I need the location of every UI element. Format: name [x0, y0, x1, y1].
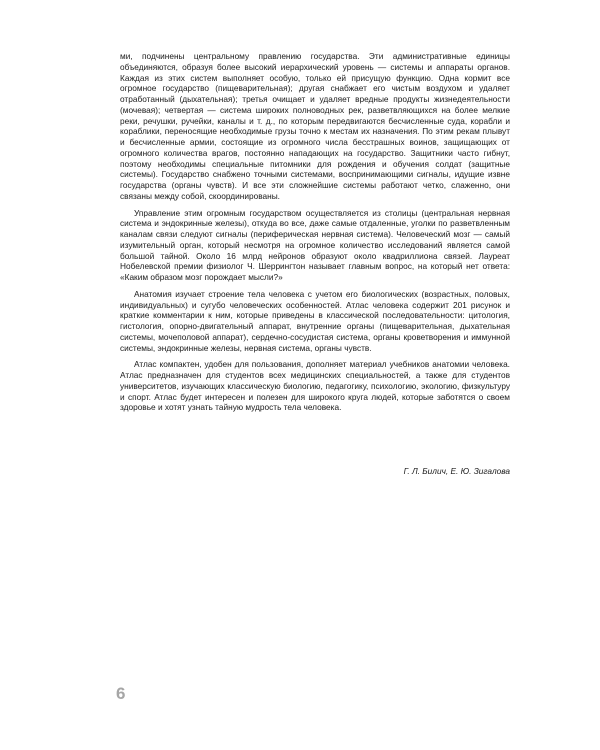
paragraph-brain: Управление этим огромным государством осуществляется из столицы (центральная нервная система и эндокринные железы), откуда во все, даже самые отдаленные, уголки по разветвленным каналам связи следуют сигналы (периферическая нервная система). Человеческий мозг — самый изумительный орган, который несмотря на огромное количество исследований является самой большой тайной. Около 16 млрд нейронов образуют около квадриллиона связей. Лауреат Нобелевской премии физиолог Ч. Шеррингтон называет главным вопрос, на который нет ответа: «Каким образом мозг порождает мысли?»	[120, 207, 510, 282]
paragraph-atlas: Атлас компактен, удобен для пользования, дополняет материал учебников анатомии человека. Атлас предназначен для студентов всех медицинских специальностей, а также для студентов университетов, изучающих классическую биологию, педагогику, психологию, экологию, физкультуру и спорт. Атлас будет интересен и полезен для широкого круга людей, которые заботятся о своем здоровье и хотят узнать тайную мудрость тела человека.	[120, 359, 510, 413]
page-number: 6	[116, 684, 126, 703]
author-signature: Г. Л. Билич, Е. Ю. Зигалова	[403, 466, 510, 476]
paragraph-anatomy: Анатомия изучает строение тела человека с учетом его биологических (возрастных, половых, индивидуальных) и сугубо человеческих особенностей. Атлас человека содержит 201 рисунок и краткие комментарии к ним, которые приведены в классической последовательности: цитология, гистология, опорно-двигательный аппарат, внутренние органы (пищеварительная, дыхательная системы, мочеполовой аппарат), сердечно-сосудистая система, органы кроветворения и иммунной системы, эндокринные железы, нервная система, органы чувств.	[120, 288, 510, 353]
body-text	[120, 51, 510, 413]
paragraph-continuation: ми, подчинены центральному правлению государства. Эти административные единицы объединяются, образуя более высокий иерархический уровень — системы и аппараты органов. Каждая из этих систем выполняет особую, только ей присущую функцию. Одна кормит все огромное государство (пищеварительная); другая снабжает его чистым воздухом и удаляет отработанный (дыхательная); третья очищает и удаляет вредные продукты жизнедеятельности (мочевая); четвертая — система широких полноводных рек, разветвляющихся на более мелкие реки, речушки, ручейки, каналы и т. д., по которым передвигаются бесчисленные суда, корабли и кораблики, переносящие необходимые грузы точно к местам их назначения. По этим рекам плывут и бесчисленные армии, состоящие из огромного числа бесстрашных воинов, защищающих от огромного количества врагов, постоянно нападающих на государство. Защитники часто гибнут, поэтому необходимы специальные питомники для рождения и обучения солдат (защитные системы). Государство снабжено точными системами, воспринимающими сигналы, идущие извне государства (органы чувств). И все эти сложнейшие системы работают четко, слаженно, они связаны между собой, скоординированы.	[120, 51, 510, 201]
